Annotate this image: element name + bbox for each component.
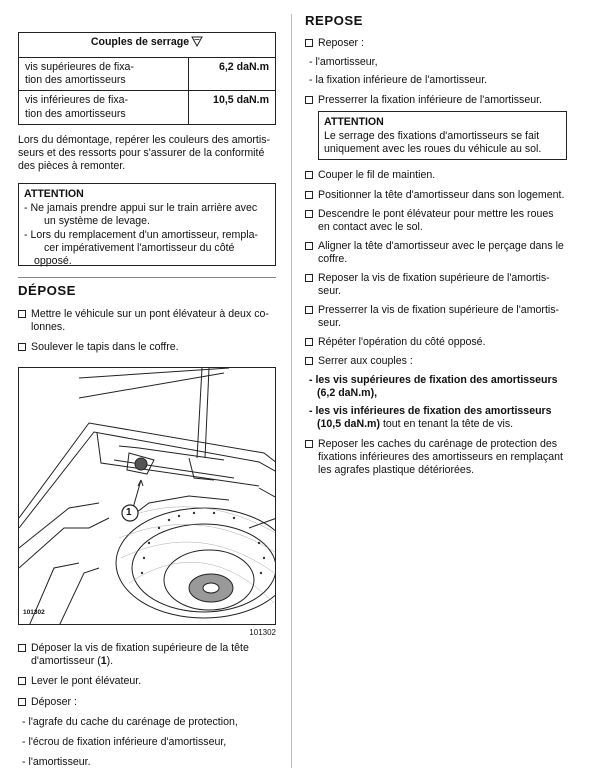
attention-item: - Ne jamais prendre appui sur le train arrière avec un système de levage. <box>24 202 258 228</box>
figure-reference: 101302 <box>23 608 45 616</box>
list-item: Répéter l'opération du côté opposé. <box>305 336 567 349</box>
intro-paragraph: Lors du démontage, repérer les couleurs des amortis- seurs et des ressorts pour s'assurer de la conformité des pièces à remonter. <box>18 134 271 173</box>
list-item: Descendre le pont élévateur pour mettre les roues en contact avec le sol. <box>305 208 567 234</box>
list-item: Soulever le tapis dans le coffre. <box>18 341 276 354</box>
attention-heading: ATTENTION <box>324 116 384 128</box>
checkbox-bullet <box>305 357 313 365</box>
torque-table-header <box>19 33 276 58</box>
figure-reference-caption: 101302 <box>249 628 276 637</box>
list-item: Couper le fil de maintien. <box>305 169 567 182</box>
checkbox-bullet <box>305 191 313 199</box>
table-row <box>19 91 276 124</box>
attention-heading: ATTENTION <box>24 188 84 200</box>
checkbox-bullet <box>305 96 313 104</box>
torque-value: 6,2 daN.m <box>189 58 276 91</box>
table-row <box>19 58 276 91</box>
column-divider <box>291 14 292 768</box>
checkbox-bullet <box>18 343 26 351</box>
checkbox-bullet <box>305 338 313 346</box>
sub-item: - l'amortisseur, <box>309 56 378 68</box>
sub-item: - l'amortisseur. <box>22 756 91 768</box>
checkbox-bullet <box>18 310 26 318</box>
attention-box <box>18 183 276 266</box>
torque-label: vis supérieures de fixa- tion des amortisseurs <box>19 58 189 91</box>
torque-value: 10,5 daN.m <box>189 91 276 124</box>
list-item: Reposer les caches du carénage de protection des fixations inférieures des amortisseurs en remplaçant les agrafes plastique détériorées. <box>305 438 567 478</box>
list-item: Mettre le véhicule sur un pont élévateur à deux co- lonnes. <box>18 308 276 334</box>
checkbox-bullet <box>305 440 313 448</box>
torque-table-title: Couples de serrage <box>90 36 190 48</box>
attention-box: ATTENTION Le serrage des fixations d'amortisseurs se fait uniquement avec les roues du véhicule au sol. <box>318 111 567 160</box>
checkbox-bullet <box>305 242 313 250</box>
attention-item: - Lors du remplacement d'un amortisseur, rempla- cer impérativement l'amortisseur du côté opposé. <box>24 228 259 268</box>
list-item: Positionner la tête d'amortisseur dans son logement. <box>305 189 567 202</box>
sub-item: - les vis inférieures de fixation des amortisseurs (10,5 daN.m) tout en tenant la tête de vis. <box>309 405 552 431</box>
list-item: Lever le pont élévateur. <box>18 675 276 688</box>
list-item: Presserrer la vis de fixation supérieure de l'amortis- seur. <box>305 304 567 330</box>
list-item: Serrer aux couples : <box>305 355 567 368</box>
torque-triangle-icon <box>191 36 203 51</box>
checkbox-bullet <box>18 677 26 685</box>
checkbox-bullet <box>18 698 26 706</box>
checkbox-bullet <box>305 171 313 179</box>
sub-item: - les vis supérieures de fixation des amortisseurs (6,2 daN.m), <box>309 374 558 400</box>
checkbox-bullet <box>305 306 313 314</box>
torque-label: vis inférieures de fixa- tion des amortisseurs <box>19 91 189 124</box>
sub-item: - l'écrou de fixation inférieure d'amortisseur, <box>22 736 227 748</box>
list-item: Presserrer la fixation inférieure de l'amortisseur. <box>305 94 567 107</box>
checkbox-bullet <box>305 210 313 218</box>
section-title-repose: REPOSE <box>305 13 363 28</box>
sub-item: - la fixation inférieure de l'amortisseur. <box>309 74 488 86</box>
list-item: Déposer : <box>18 696 276 709</box>
list-item: Aligner la tête d'amortisseur avec le perçage dans le coffre. <box>305 240 567 266</box>
checkbox-bullet <box>18 644 26 652</box>
trunk-illustration <box>19 368 276 625</box>
callout-label: 1 <box>126 507 132 518</box>
torque-table <box>18 32 276 125</box>
sub-item: - l'agrafe du cache du carénage de protection, <box>22 716 238 728</box>
list-item: Reposer la vis de fixation supérieure de l'amortis- seur. <box>305 272 567 298</box>
checkbox-bullet <box>305 274 313 282</box>
list-item: Déposer la vis de fixation supérieure de la tête d'amortisseur (1). <box>18 642 276 668</box>
section-separator <box>18 277 276 278</box>
list-item: Reposer : <box>305 37 567 50</box>
checkbox-bullet <box>305 39 313 47</box>
figure-trunk-shock-mount <box>18 367 276 625</box>
section-title-depose: DÉPOSE <box>18 283 76 298</box>
